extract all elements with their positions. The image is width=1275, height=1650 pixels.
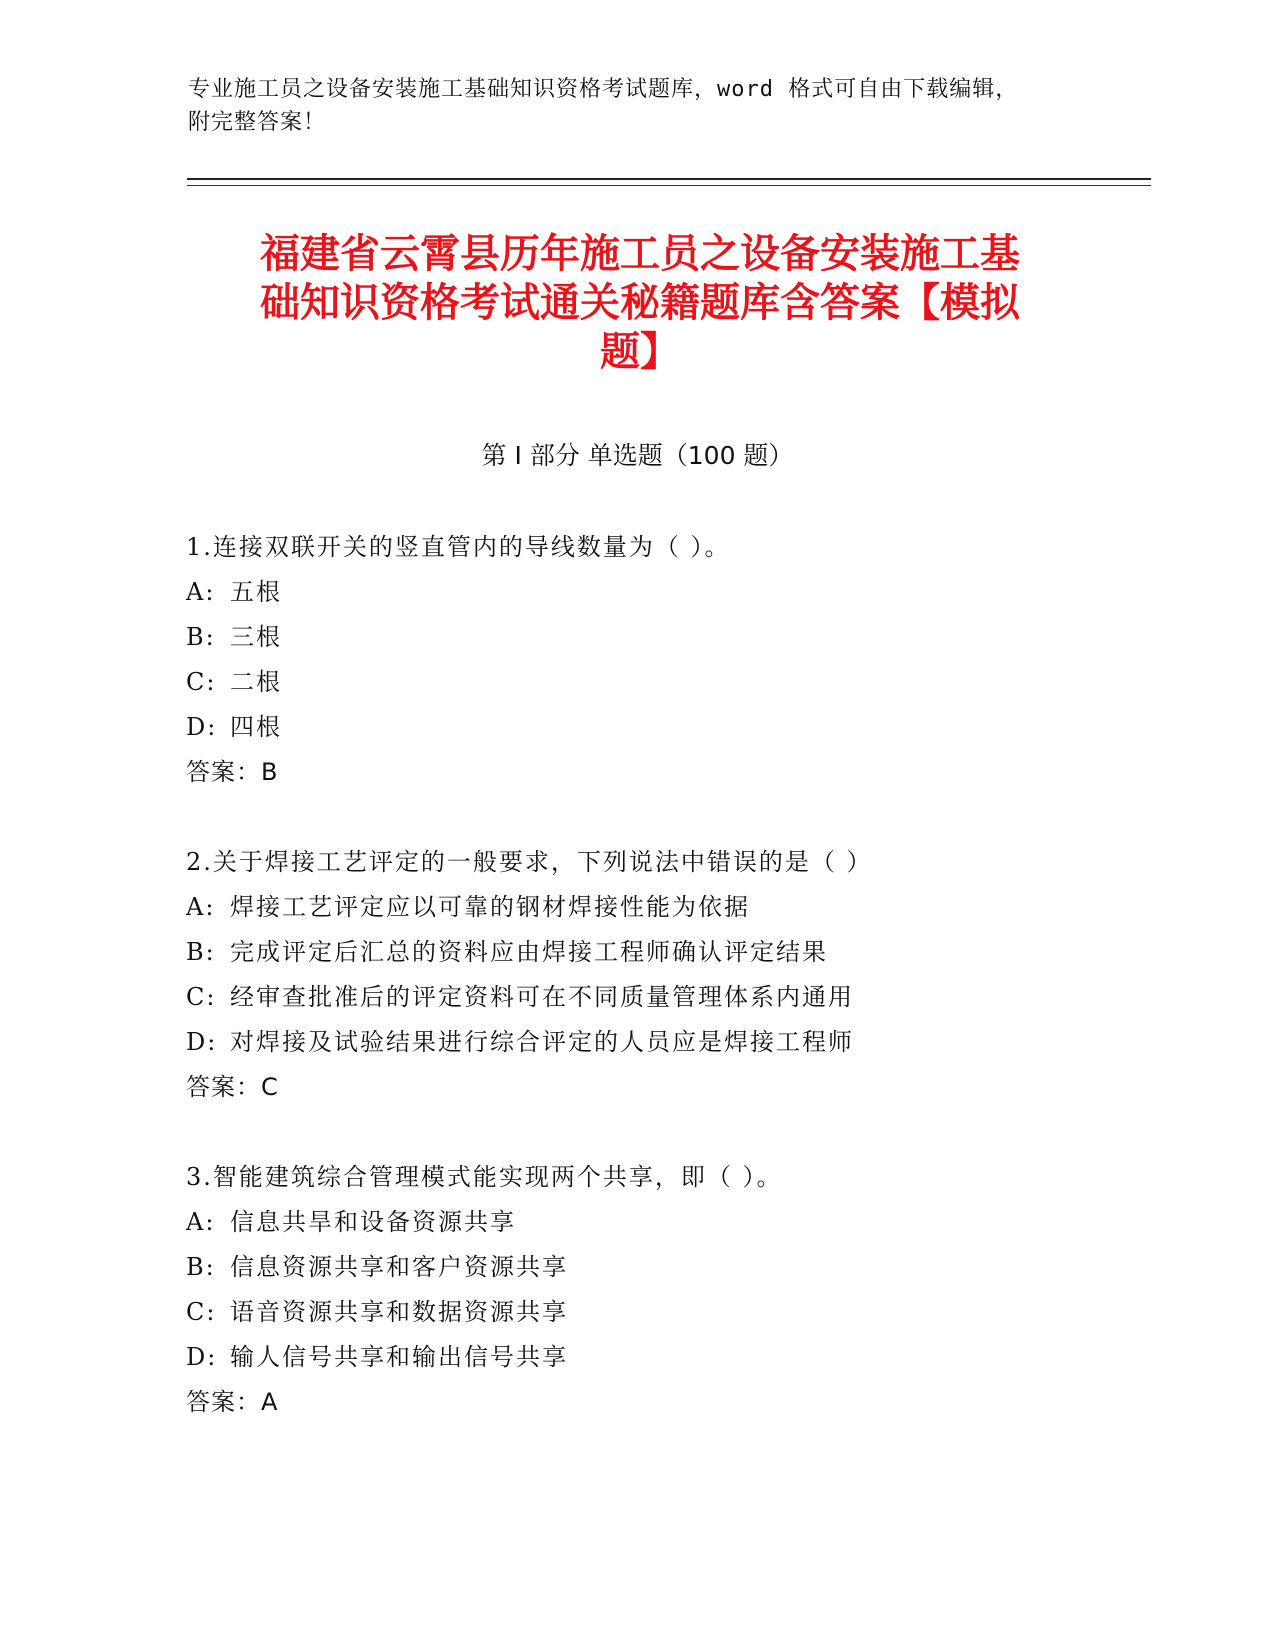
option-letter: B: (186, 938, 216, 966)
option-d (186, 1020, 1086, 1065)
option-letter: B: (186, 623, 216, 651)
option-text: 五根 (230, 578, 282, 606)
option-text: 三根 (230, 623, 282, 651)
header-note (188, 73, 1088, 139)
answer-line: 答案：B (186, 758, 279, 786)
option-a (186, 570, 1086, 615)
option-text: 四根 (230, 713, 282, 741)
option-text: 经审查批准后的评定资料可在不同质量管理体系内通用 (230, 983, 854, 1011)
option-b (186, 1245, 1086, 1290)
answer-line: 答案：C (186, 1073, 279, 1101)
option-letter: C: (186, 983, 217, 1011)
option-c (186, 660, 1086, 705)
document-title-line-2: 础知识资格考试通关秘籍题库含答案【模拟 (260, 280, 1020, 326)
option-c (186, 975, 1086, 1020)
option-d (186, 1335, 1086, 1380)
option-letter: D: (186, 1028, 218, 1056)
document-title-line-3: 题】 (600, 329, 680, 375)
option-letter: B: (186, 1253, 216, 1281)
question-stem: 3.智能建筑综合管理模式能实现两个共享，即（ ）。 (186, 1163, 783, 1191)
option-d (186, 705, 1086, 750)
option-letter: D: (186, 713, 218, 741)
option-letter: A: (186, 578, 216, 606)
option-letter: C: (186, 668, 217, 696)
option-a (186, 885, 1086, 930)
option-letter: D: (186, 1343, 218, 1371)
header-note-line-1: 专业施工员之设备安装施工基础知识资格考试题库，word 格式可自由下载编辑， (188, 77, 1019, 102)
answer-line: 答案：A (186, 1388, 279, 1416)
option-text: 输人信号共享和输出信号共享 (230, 1343, 568, 1371)
option-text: 信息资源共享和客户资源共享 (230, 1253, 568, 1281)
option-a (186, 1200, 1086, 1245)
document-title (190, 230, 1090, 377)
option-text: 语音资源共享和数据资源共享 (230, 1298, 568, 1326)
question-list (186, 525, 1086, 1470)
question-stem: 1.连接双联开关的竖直管内的导线数量为（ ）。 (186, 533, 731, 561)
option-text: 二根 (230, 668, 282, 696)
option-c (186, 1290, 1086, 1335)
option-b (186, 615, 1086, 660)
option-letter: A: (186, 1208, 216, 1236)
section-heading: 第 I 部分 单选题（100 题） (481, 441, 794, 470)
option-text: 完成评定后汇总的资料应由焊接工程师确认评定结果 (230, 938, 828, 966)
option-text: 对焊接及试验结果进行综合评定的人员应是焊接工程师 (230, 1028, 854, 1056)
header-divider-thick (187, 178, 1151, 180)
document-title-line-1: 福建省云霄县历年施工员之设备安装施工基 (260, 231, 1020, 277)
header-note-line-2: 附完整答案！ (188, 110, 327, 135)
question-stem: 2.关于焊接工艺评定的一般要求，下列说法中错误的是（ ） (186, 848, 873, 876)
question-1 (186, 525, 1086, 795)
option-letter: C: (186, 1298, 217, 1326)
option-text: 焊接工艺评定应以可靠的钢材焊接性能为依据 (230, 893, 750, 921)
question-2 (186, 840, 1086, 1110)
question-3 (186, 1155, 1086, 1425)
header-divider-thin (187, 185, 1151, 186)
option-text: 信息共旱和设备资源共享 (230, 1208, 516, 1236)
option-b (186, 930, 1086, 975)
option-letter: A: (186, 893, 216, 921)
